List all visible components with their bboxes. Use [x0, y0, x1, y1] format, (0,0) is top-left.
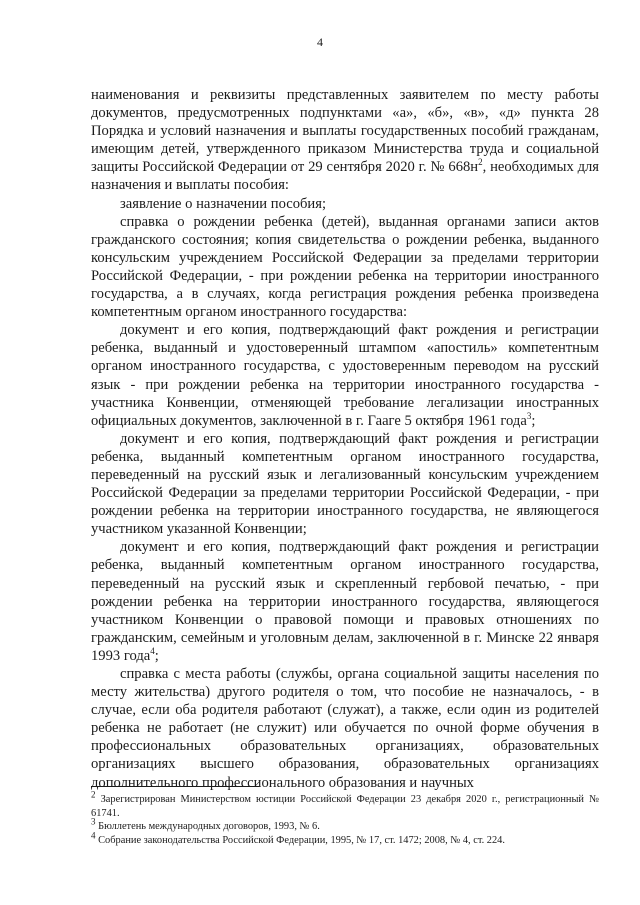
paragraph-text: документ и его копия, подтверждающий факт рождения и регистрации ребенка, выданный компетентным органом иностранного государства, переведенный на русский язык и легализованный консульским учреждением Российской Федерации за пределами территории Российской Федерации, - при рождении ребенка на территории иностранного государства, не являющегося участником указанной Конвенции; — [91, 430, 599, 538]
footnote — [91, 830, 599, 848]
footnote — [91, 789, 599, 820]
footnote-ref[interactable]: 4 — [150, 646, 155, 657]
paragraph — [91, 538, 599, 665]
paragraph — [91, 195, 599, 213]
footnote-text: Собрание законодательства Российской Федерации, 1995, № 17, ст. 1472; 2008, № 4, ст. 224. — [95, 834, 505, 846]
footnote-mark: 2 — [91, 789, 96, 800]
document-body — [91, 86, 599, 792]
page-number: 4 — [317, 35, 323, 49]
footnote-ref[interactable]: 2 — [478, 157, 483, 168]
footnote-divider — [91, 786, 259, 787]
footnote-text: Бюллетень международных договоров, 1993, № 6. — [95, 821, 320, 833]
footnote-text: Зарегистрирован Министерством юстиции Российской Федерации 23 декабря 2020 г., регистрационный № 61741. — [91, 794, 599, 819]
paragraph — [91, 86, 599, 195]
footnote — [91, 816, 599, 834]
footnote-mark: 4 — [91, 830, 96, 841]
paragraph-text: справка с места работы (службы, органа социальной защиты населения по месту жительства) другого родителя о том, что пособие не назначалось, - в случае, если оба родителя работают (служат), а также, если один из родителей ребенка не работает (не служит) или обучается по очной форме обучения в профессиональных образовательных организациях, образовательных организациях высшего образования, образовательных организациях дополнительного профессионального образования и научных — [91, 666, 599, 791]
footnote-mark: 3 — [91, 816, 96, 827]
paragraph-text-tail: ; — [531, 412, 536, 429]
paragraph — [91, 430, 599, 539]
paragraph-text: документ и его копия, подтверждающий факт рождения и регистрации ребенка, выданный компетентным органом иностранного государства, переведенный на русский язык и скрепленный гербовой печатью, - при рождении ребенка на территории иностранного государства, являющегося участником Конвенции о правовой помощи и правовых отношениях по гражданским, семейным и уголовным делам, заключенной в г. Минске 22 января 1993 года — [91, 539, 599, 664]
paragraph-text: справка о рождении ребенка (детей), выданная органами записи актов гражданского состояния; копия свидетельства о рождении ребенка, выданного консульским учреждением Российской Федерации за пределами территории Российской Федерации, - при рождении ребенка на территории иностранного государства, а в случаях, когда регистрация рождения ребенка произведена компетентным органом иностранного государства: — [91, 213, 599, 321]
paragraph-text: наименования и реквизиты представленных заявителем по месту работы документов, предусмотренных подпунктами «а», «б», «в», «д» пункта 28 Порядка и условий назначения и выплаты государственных пособий гражданам, имеющим детей, утвержденного приказом Министерства труда и социальной защиты Российской Федерации от 29 сентября 2020 г. № 668н — [91, 87, 599, 176]
paragraph — [91, 213, 599, 322]
paragraph-text-tail: , необходимых для назначения и выплаты пособия: — [91, 159, 599, 194]
footnotes — [91, 789, 599, 847]
paragraph-text: заявление о назначении пособия; — [120, 195, 327, 212]
footnote-ref[interactable]: 3 — [526, 410, 532, 421]
paragraph-text-tail: ; — [154, 647, 159, 664]
paragraph — [91, 665, 599, 792]
paragraph — [91, 321, 599, 430]
paragraph-text: документ и его копия, подтверждающий факт рождения и регистрации ребенка, выданный и удостоверенный штампом «апостиль» компетентным органом иностранного государства, с удостоверенным переводом на русский язык - при рождении ребенка на территории иностранного государства - участника Конвенции, отменяющей требование легализации иностранных официальных документов, заключенной в г. Гааге 5 октября 1961 года — [91, 322, 599, 429]
